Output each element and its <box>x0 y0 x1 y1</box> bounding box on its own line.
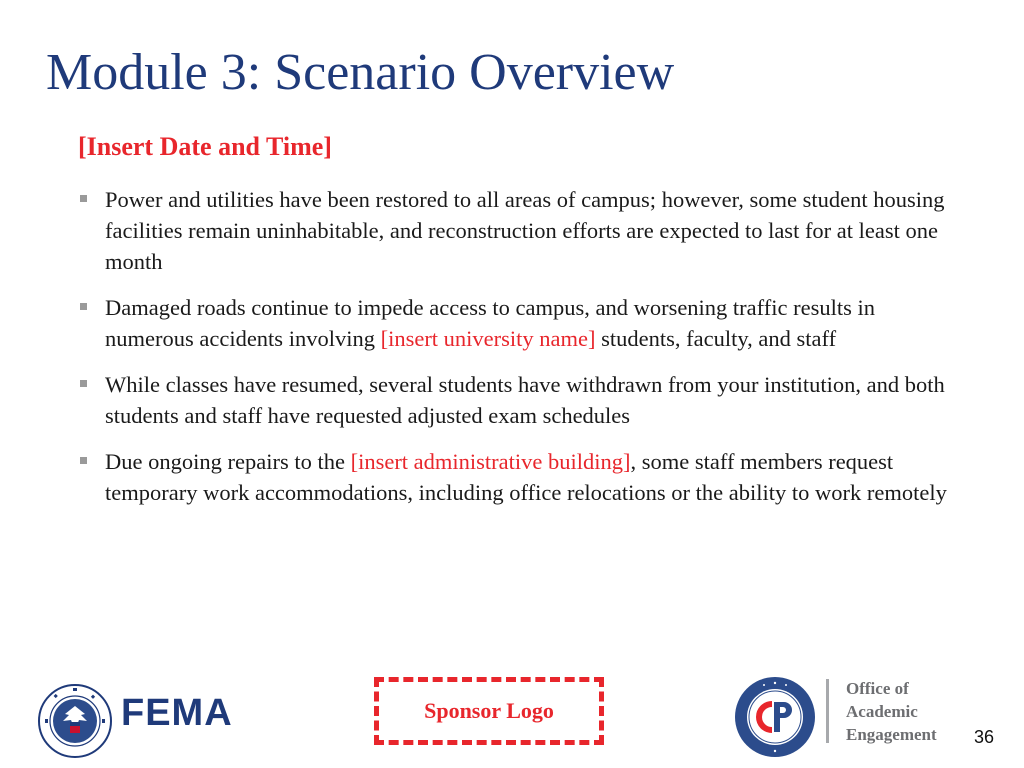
admin-building-placeholder: [insert administrative building] <box>350 449 631 474</box>
bullet-text: While classes have resumed, several students have withdrawn from your institution, and both students and staff have requested adjusted exam schedules <box>105 372 945 428</box>
date-time-placeholder: [Insert Date and Time] <box>78 132 332 161</box>
oae-line: Office of <box>846 679 909 698</box>
square-bullet-icon <box>80 380 87 387</box>
office-academic-engagement-logo <box>846 677 937 746</box>
sponsor-logo-label: Sponsor Logo <box>424 698 554 723</box>
bullet-text: , some staff members request temporary work accommodations, including office relocations or the ability to work remotely <box>105 449 947 505</box>
bullet-item <box>78 446 958 508</box>
university-name-placeholder: [insert university name] <box>380 326 596 351</box>
bullet-text: Power and utilities have been restored to all areas of campus; however, some student housing facilities remain uninhabitable, and reconstruction efforts are expected to last for at least one month <box>105 187 945 274</box>
oae-line: Engagement <box>846 725 937 744</box>
bullet-item <box>78 184 958 277</box>
dhs-seal-icon <box>38 684 112 758</box>
bullet-text: students, faculty, and staff <box>595 326 837 351</box>
bullet-text: Damaged roads continue to impede access to campus, and worsening traffic results in numerous accidents involving <box>105 295 875 351</box>
fema-wordmark: FEMA <box>121 692 233 734</box>
bullet-list <box>78 184 958 523</box>
sponsor-logo-placeholder <box>374 677 604 745</box>
slide-title: Module 3: Scenario Overview <box>46 44 675 101</box>
square-bullet-icon <box>80 303 87 310</box>
bullet-item <box>78 292 958 354</box>
oae-line: Academic <box>846 702 918 721</box>
campus-resilience-seal-icon <box>734 676 816 758</box>
oae-divider <box>826 679 829 743</box>
square-bullet-icon <box>80 195 87 202</box>
bullet-text: Due ongoing repairs to the <box>105 449 351 474</box>
bullet-item <box>78 369 958 431</box>
page-number: 36 <box>974 727 995 747</box>
square-bullet-icon <box>80 457 87 464</box>
